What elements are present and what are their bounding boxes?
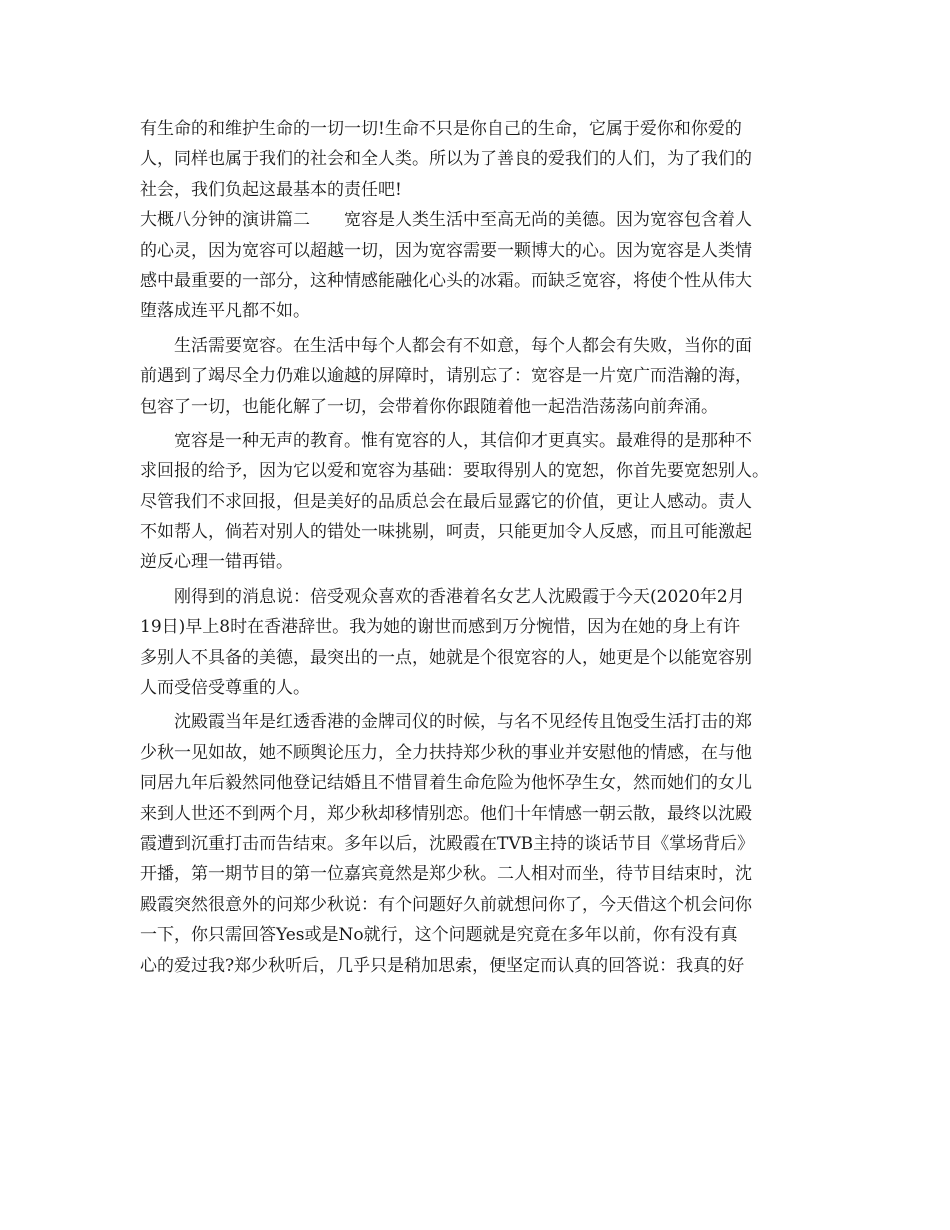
text-line: 不如帮人，倘若对别人的错处一味挑剔，呵责，只能更加令人反感，而且可能激起	[140, 522, 752, 543]
text-line: 宽容是一种无声的教育。惟有宽容的人，其信仰才更真实。最难得的是那种不	[140, 430, 752, 451]
text-line: 尽管我们不求回报，但是美好的品质总会在最后显露它的价值，更让人感动。责人	[140, 491, 752, 512]
text-line: 殿霞突然很意外的问郑少秋说：有个问题好久前就想问你了，今天借这个机会问你	[140, 894, 752, 915]
text-line: 同居九年后毅然同他登记结婚且不惜冒着生命危险为他怀孕生女，然而她们的女儿	[140, 773, 752, 794]
text-line: 逆反心理一错再错。	[140, 552, 293, 573]
text-line: 前遇到了竭尽全力仍难以逾越的屏障时，请别忘了：宽容是一片宽广而浩瀚的海，	[140, 366, 752, 387]
text-line: 人，同样也属于我们的社会和全人类。所以为了善良的爱我们的人们，为了我们的	[140, 149, 752, 170]
text-line: 刚得到的消息说：倍受观众喜欢的香港着名女艺人沈殿霞于今天(2020年2月	[140, 586, 745, 607]
text-line: 沈殿霞当年是红透香港的金牌司仪的时候，与名不见经传且饱受生活打击的郑	[140, 712, 752, 733]
text-line: 少秋一见如故，她不顾舆论压力，全力扶持郑少秋的事业并安慰他的情感，在与他	[140, 742, 752, 763]
text-line: 有生命的和维护生命的一切一切!生命不只是你自己的生命，它属于爱你和你爱的	[140, 119, 742, 139]
text-line: 心的爱过我?郑少秋听后，几乎只是稍加思索，便坚定而认真的回答说：我真的好	[140, 955, 745, 976]
text-line: 开播，第一期节目的第一位嘉宾竟然是郑少秋。二人相对而坐，待节目结束时，沈	[140, 864, 752, 885]
text-line: 生活需要宽容。在生活中每个人都会有不如意，每个人都会有失败，当你的面	[140, 335, 752, 356]
text-line: 一下，你只需回答Yes或是No就行，这个问题就是究竟在多年以前，你有没有真	[140, 925, 738, 946]
text-line: 感中最重要的一部分，这种情感能融化心头的冰霜。而缺乏宽容，将使个性从伟大	[140, 270, 752, 291]
text-line: 多别人不具备的美德，最突出的一点，她就是个很宽容的人，她更是个以能宽容别	[140, 647, 752, 668]
text-line: 包容了一切，也能化解了一切，会带着你你跟随着他一起浩浩荡荡向前奔涌。	[140, 396, 718, 417]
text-line: 大概八分钟的演讲篇二 宽容是人类生活中至高无尚的美德。因为宽容包含着人	[140, 210, 752, 231]
document-body	[140, 114, 820, 981]
text-line: 的心灵，因为宽容可以超越一切，因为宽容需要一颗博大的心。因为宽容是人类情	[140, 240, 752, 261]
text-line: 19日)早上8时在香港辞世。我为她的谢世而感到万分惋惜，因为在她的身上有许	[140, 617, 741, 638]
text-line: 社会，我们负起这最基本的责任吧!	[140, 179, 402, 200]
text-line: 霞遭到沉重打击而告结束。多年以后，沈殿霞在TVB主持的谈话节目《掌场背后》	[140, 833, 755, 854]
text-line: 堕落成连平凡都不如。	[140, 301, 310, 322]
text-line: 人而受倍受尊重的人。	[140, 678, 310, 699]
text-line: 来到人世还不到两个月，郑少秋却移情别恋。他们十年情感一朝云散，最终以沈殿	[140, 803, 752, 824]
text-line: 求回报的给予，因为它以爱和宽容为基础：要取得别人的宽恕，你首先要宽恕别人。	[140, 461, 769, 482]
